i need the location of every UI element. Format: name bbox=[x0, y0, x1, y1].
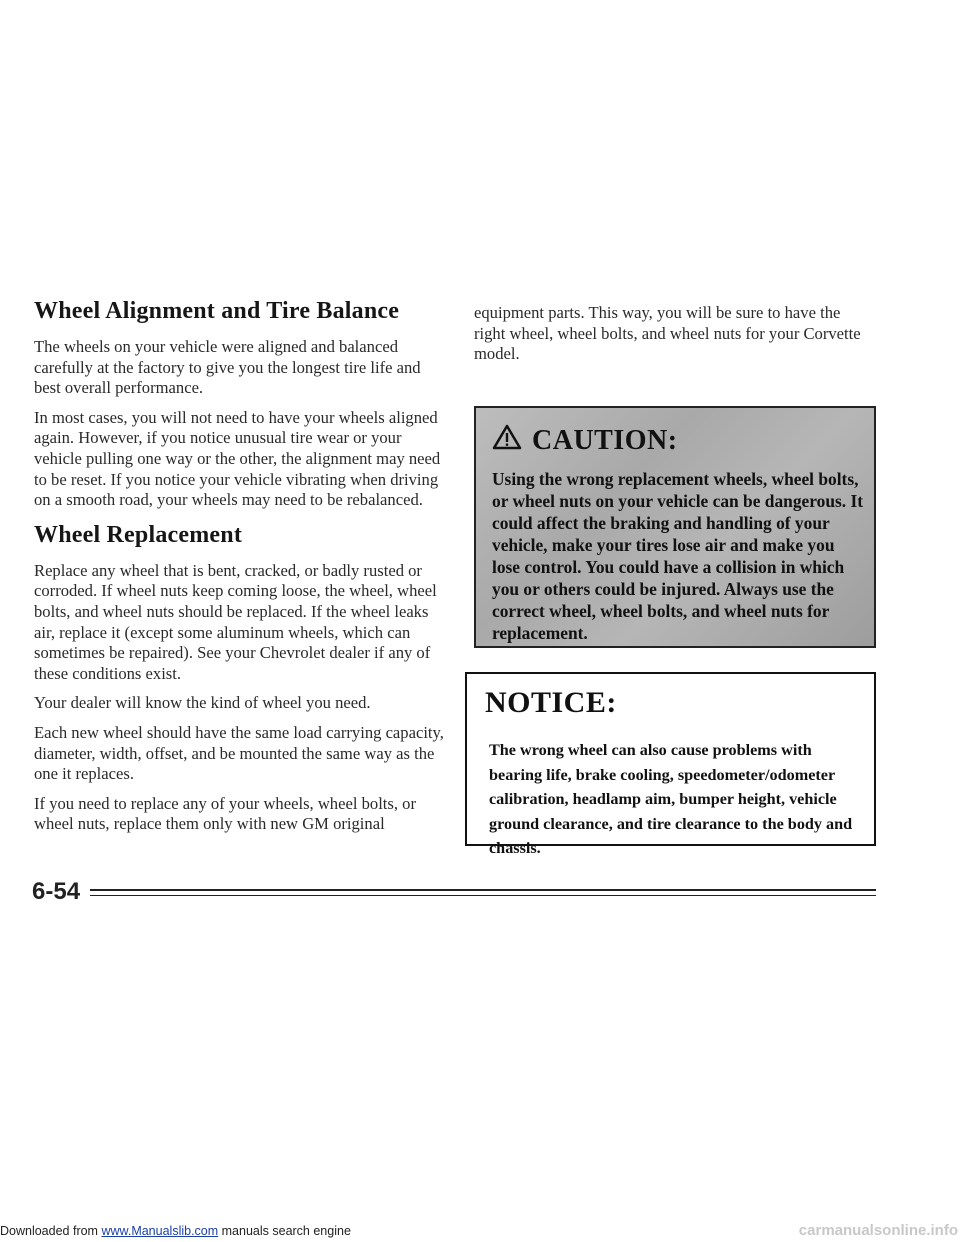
paragraph: Replace any wheel that is bent, cracked, or badly rusted or corroded. If wheel nuts keep coming loose, the wheel, wheel bolts, and wheel nuts should be replaced. If the wheel leaks air, replace it (except some aluminum wheels, which can sometimes be repaired). See your Chevrolet dealer if any of these conditions exist. bbox=[34, 560, 437, 683]
section-heading-wheel-replacement: Wheel Replacement bbox=[34, 521, 243, 548]
left-column bbox=[34, 297, 446, 844]
footer-rule bbox=[90, 889, 876, 891]
footer-prefix: Downloaded from bbox=[0, 1224, 102, 1238]
caution-text: Using the wrong replacement wheels, wheel bolts, or wheel nuts on your vehicle can be dangerous. It could affect the braking and handling of your vehicle, make your tires lose air and make you lose control. You could have a collision in which you or others could be injured. Always use the correct wheel, wheel bolts, and wheel nuts for replacement. bbox=[492, 469, 864, 643]
manualslib-link[interactable]: www.Manualslib.com bbox=[101, 1224, 219, 1238]
notice-box bbox=[465, 672, 876, 857]
warning-triangle-icon bbox=[492, 424, 522, 458]
paragraph: Your dealer will know the kind of wheel you need. bbox=[34, 693, 371, 713]
footer-suffix: manuals search engine bbox=[218, 1224, 351, 1238]
paragraph-continued: equipment parts. This way, you will be sure to have the right wheel, wheel bolts, and wheel nuts for your Corvette model. bbox=[474, 303, 861, 364]
download-footer bbox=[0, 1224, 351, 1238]
paragraph: Each new wheel should have the same load carrying capacity, diameter, width, offset, and be mounted the same way as the one it replaces. bbox=[34, 722, 444, 784]
paragraph: In most cases, you will not need to have your wheels aligned again. However, if you notice unusual tire wear or your vehicle pulling one way or the other, the alignment may need to be reset. If you notice your vehicle vibrating when driving on a smooth road, your wheels may need to be rebalanced. bbox=[34, 407, 441, 510]
watermark-text: carmanualsonline.info bbox=[798, 1222, 958, 1239]
right-column bbox=[474, 303, 874, 374]
notice-title: NOTICE: bbox=[485, 686, 617, 719]
caution-title: CAUTION: bbox=[532, 425, 678, 456]
paragraph: If you need to replace any of your wheels, wheel bolts, or wheel nuts, replace them only with new GM original bbox=[34, 793, 416, 834]
footer-rule bbox=[90, 895, 876, 896]
caution-header bbox=[492, 424, 678, 458]
section-heading-wheel-alignment: Wheel Alignment and Tire Balance bbox=[34, 298, 400, 324]
paragraph: The wheels on your vehicle were aligned and balanced carefully at the factory to give you the longest tire life and best overall performance. bbox=[34, 337, 421, 398]
caution-box bbox=[474, 406, 876, 648]
notice-text: The wrong wheel can also cause problems with bearing life, brake cooling, speedometer/odometer calibration, headlamp aim, bumper height, vehicle ground clearance, and tire clearance to the body and chassis. bbox=[489, 741, 853, 857]
page-number: 6-54 bbox=[32, 878, 81, 905]
